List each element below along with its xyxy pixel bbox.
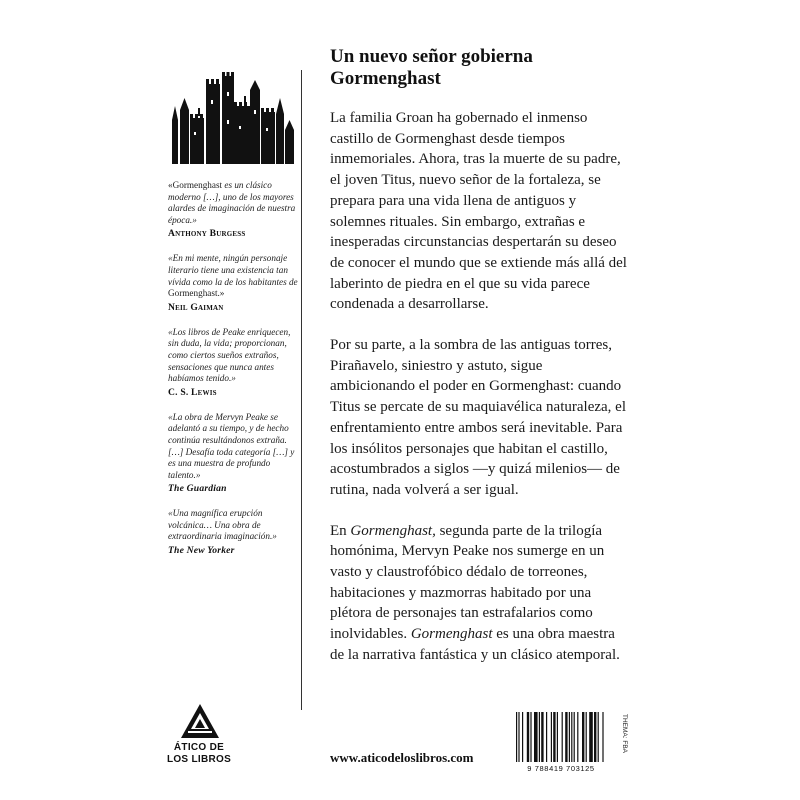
publisher-name-line1: ÁTICO DE [173,742,225,753]
barcode-bar [598,712,599,762]
isbn-barcode [512,712,610,774]
barcode-bar [546,712,547,762]
barcode-bar [539,712,540,762]
barcode-bar [569,712,570,762]
text-run: es una obra maestra de la narrativa fantástica y un clásico atemporal. [330,626,620,663]
text-run: En [330,522,351,539]
quote-text [168,253,300,299]
quote-text: «Los libros de Peake enriquecen, sin duda, la vida; proporcionan, como ciertos sueños extraños, sensaciones que nunca antes habíamos tenido.» [168,326,291,384]
quote-lewis [168,327,300,398]
barcode-bar [589,712,593,762]
barcode-bar [571,712,572,762]
barcode-bar [602,712,603,762]
barcode-bar [582,712,584,762]
barcode-bar [516,712,517,762]
quote-text: «La obra de Mervyn Peake se adelantó a su tiempo, y de hecho continúa resultándonos extraña. […] Desafía toda categoría […] y es una muestra de profundo talento.» [168,411,295,480]
quote-author: The New Yorker [168,545,235,557]
barcode-bar [534,712,538,762]
publisher-logo [166,703,232,769]
synopsis-column [330,46,630,686]
book-title-italic: Gormenghast [410,626,493,643]
book-title-heading [330,46,630,90]
quote-author: Anthony Burgess [168,228,246,240]
quote-author: Neil Gaiman [168,301,224,313]
barcode-bar [577,712,578,762]
quote-text: «Una magnífica erupción volcánica… Una obra de extraordinaria imaginación.» [168,508,277,542]
barcode-bar [557,712,558,762]
text-run: segunda parte de la trilogía homónima, Mervyn Peake nos sumerge en un vasto y claustrofóbico dédalo de torreones, habitaciones y mazmorras habitado por una plétora de personajes tan estrafalarios como inolvidables. [330,522,605,643]
quote-guardian [168,412,300,495]
quote-close: .» [217,288,225,299]
quote-new-yorker [168,508,300,556]
quote-body: «En mi mente, ningún personaje literario tiene una existencia tan vívida como la de los habitantes de [168,253,298,287]
barcode-bar [527,712,529,762]
quote-author: The Guardian [168,483,227,495]
synopsis-paragraph-1: La familia Groan ha gobernado el inmenso castillo de Gormenghast desde tiempos inmemoriales. Ahora, tras la muerte de su padre, el joven Titus, nuevo señor de la fortaleza, se prepara para una vida llena de antiguos y solemnes rituales. Sin embargo, extrañas e inesperadas circunstancias despertarán su deseo de conocer el mundo que se extiende más allá del laberinto de piedra en el que su vida parece condenada a desarrollarse. [330,110,627,313]
barcode-bar [594,712,596,762]
title-line-2: Gormenghast [330,68,441,89]
barcode-bar [586,712,587,762]
quote-author: C. S. Lewis [168,386,217,398]
publisher-name-line2: LOS LIBROS [166,754,232,765]
quote-open: « [168,180,173,190]
quote-title: Gormenghast [172,180,223,190]
book-title-italic: Gormenghast, [350,522,436,539]
quote-text [168,180,300,226]
review-quotes [168,180,300,570]
barcode-bar [530,712,531,762]
quotes-column [168,70,305,710]
thema-code: THEMA: FBA [621,714,628,754]
barcode-bar [553,712,555,762]
synopsis-paragraph-3 [330,521,630,666]
publisher-website: www.aticodeloslibros.com [330,750,474,765]
barcode-bar [522,712,523,762]
title-line-1: Un nuevo señor gobierna [330,46,533,67]
column-divider [301,70,302,710]
castle-illustration [168,70,298,165]
quote-burgess [168,180,300,239]
quote-title: Gormenghast [168,288,218,299]
publisher-logo-icon [180,703,220,739]
barcode-bar [551,712,552,762]
barcode-bar [518,712,519,762]
isbn-number: 9 788419 703125 [527,764,595,773]
barcode-bar [541,712,543,762]
castle-icon [168,70,298,165]
quote-gaiman [168,253,300,312]
barcode-bar [562,712,563,762]
quote-body: es un clásico moderno […], uno de los mayores alardes de imaginación de nuestra época.» [168,180,296,225]
barcode-bar [574,712,575,762]
synopsis-paragraph-2: Por su parte, a la sombra de las antiguas torres, Pirañavelo, siniestro y astuto, sigue ambicionando el poder en Gormenghast: cuando Titus se percate de su maquiavélica naturaleza, el enfrentamiento entre ambos será inevitable. Para los insólitos personajes que habitan el castillo, acostumbrados a siglos —y quizá milenios— de rutina, nada volverá a ser igual. [330,337,626,498]
barcode-graphic [512,712,610,762]
barcode-bar [565,712,567,762]
